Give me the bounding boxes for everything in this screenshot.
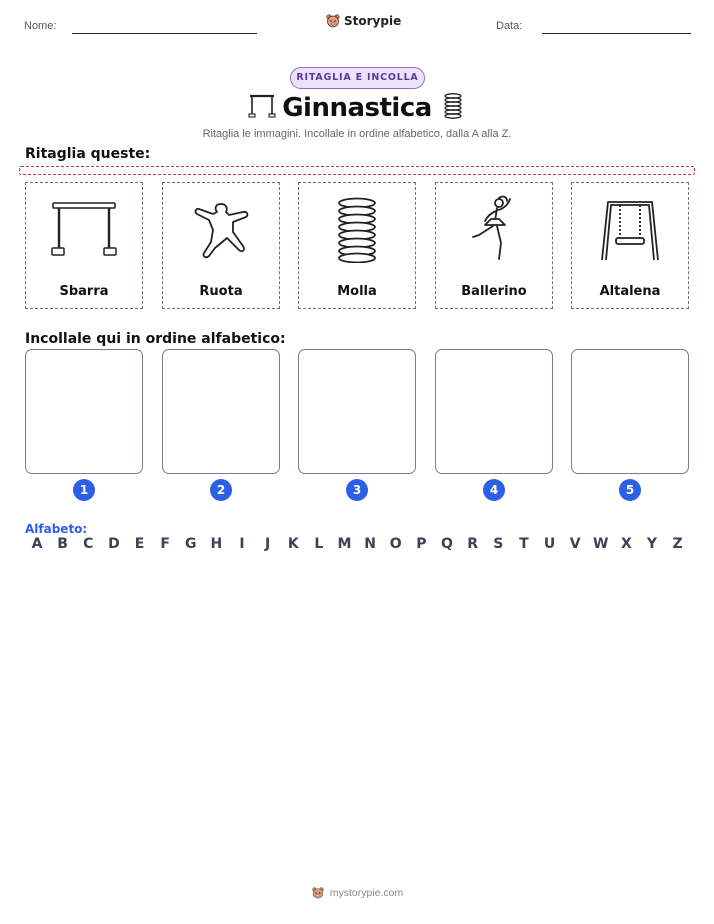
alphabet-letter: E xyxy=(134,536,145,552)
spring-icon xyxy=(334,197,380,263)
cut-card-sbarra[interactable] xyxy=(25,182,143,309)
cartwheel-figure-icon xyxy=(189,198,253,262)
alphabet-letter: R xyxy=(467,536,479,552)
slot-number-2: 2 xyxy=(210,479,232,501)
name-line xyxy=(72,33,257,34)
card-label: Ballerino xyxy=(461,284,527,299)
cut-card-molla[interactable] xyxy=(298,182,416,309)
alphabet-letter: N xyxy=(364,536,376,552)
alphabet-letter: T xyxy=(519,536,529,552)
slot-number-3: 3 xyxy=(346,479,368,501)
alphabet-letter: F xyxy=(160,536,170,552)
slot-number-1: 1 xyxy=(73,479,95,501)
alphabet-letter: O xyxy=(389,536,402,552)
ballerina-icon xyxy=(469,195,519,265)
slot-number-4: 4 xyxy=(483,479,505,501)
footer xyxy=(0,886,714,900)
paste-slot-2[interactable] xyxy=(162,349,280,474)
name-label: Nome: xyxy=(24,20,57,32)
card-label: Sbarra xyxy=(59,284,109,299)
cut-heading: Ritaglia queste: xyxy=(25,146,151,162)
date-line xyxy=(542,33,691,34)
bear-icon xyxy=(311,886,325,900)
alphabet-letter: A xyxy=(31,536,43,552)
horizontal-bar-icon xyxy=(49,200,119,260)
alphabet-letter: D xyxy=(108,536,120,552)
cut-card-altalena[interactable] xyxy=(571,182,689,309)
alphabet-letter: W xyxy=(593,536,609,552)
alphabet-letter: K xyxy=(287,536,299,552)
paste-slot-4[interactable] xyxy=(435,349,553,474)
card-label: Altalena xyxy=(599,284,661,299)
brand-name: Storypie xyxy=(344,14,402,28)
card-label: Molla xyxy=(337,284,377,299)
footer-url: mystorypie.com xyxy=(329,887,404,899)
alphabet-row xyxy=(25,536,690,552)
date-label: Data: xyxy=(496,20,523,32)
alphabet-letter: C xyxy=(83,536,94,552)
alphabet-letter: Q xyxy=(441,536,453,552)
alphabet-letter: G xyxy=(185,536,197,552)
paste-heading: Incollale qui in ordine alfabetico: xyxy=(25,331,286,347)
brand-logo xyxy=(325,13,401,29)
activity-badge: RITAGLIA E INCOLLA xyxy=(290,67,425,89)
alphabet-letter: U xyxy=(543,536,556,552)
alphabet-letter: M xyxy=(337,536,352,552)
paste-slot-5[interactable] xyxy=(571,349,689,474)
alphabet-letter: V xyxy=(569,536,581,552)
alphabet-letter: Y xyxy=(646,536,658,552)
bear-icon xyxy=(325,13,341,29)
cut-guide-line xyxy=(19,166,695,175)
paste-slot-1[interactable] xyxy=(25,349,143,474)
cut-card-ballerino[interactable] xyxy=(435,182,553,309)
alphabet-letter: P xyxy=(416,536,427,552)
alphabet-letter: Z xyxy=(672,536,683,552)
slot-number-5: 5 xyxy=(619,479,641,501)
alphabet-letter: S xyxy=(493,536,504,552)
card-label: Ruota xyxy=(199,284,243,299)
alphabet-letter: L xyxy=(314,536,324,552)
alphabet-heading: Alfabeto: xyxy=(25,522,88,536)
page-title: Ginnastica xyxy=(282,93,432,123)
instructions: Ritaglia le immagini. Incollale in ordine alfabetico, dalla A alla Z. xyxy=(202,128,512,140)
alphabet-letter: J xyxy=(265,536,271,552)
alphabet-letter: H xyxy=(210,536,223,552)
alphabet-letter: B xyxy=(57,536,68,552)
swing-icon xyxy=(598,198,662,262)
cut-card-ruota[interactable] xyxy=(162,182,280,309)
alphabet-letter: X xyxy=(620,536,632,552)
spring-icon xyxy=(443,93,463,121)
paste-slot-3[interactable] xyxy=(298,349,416,474)
alphabet-letter: I xyxy=(239,536,245,552)
